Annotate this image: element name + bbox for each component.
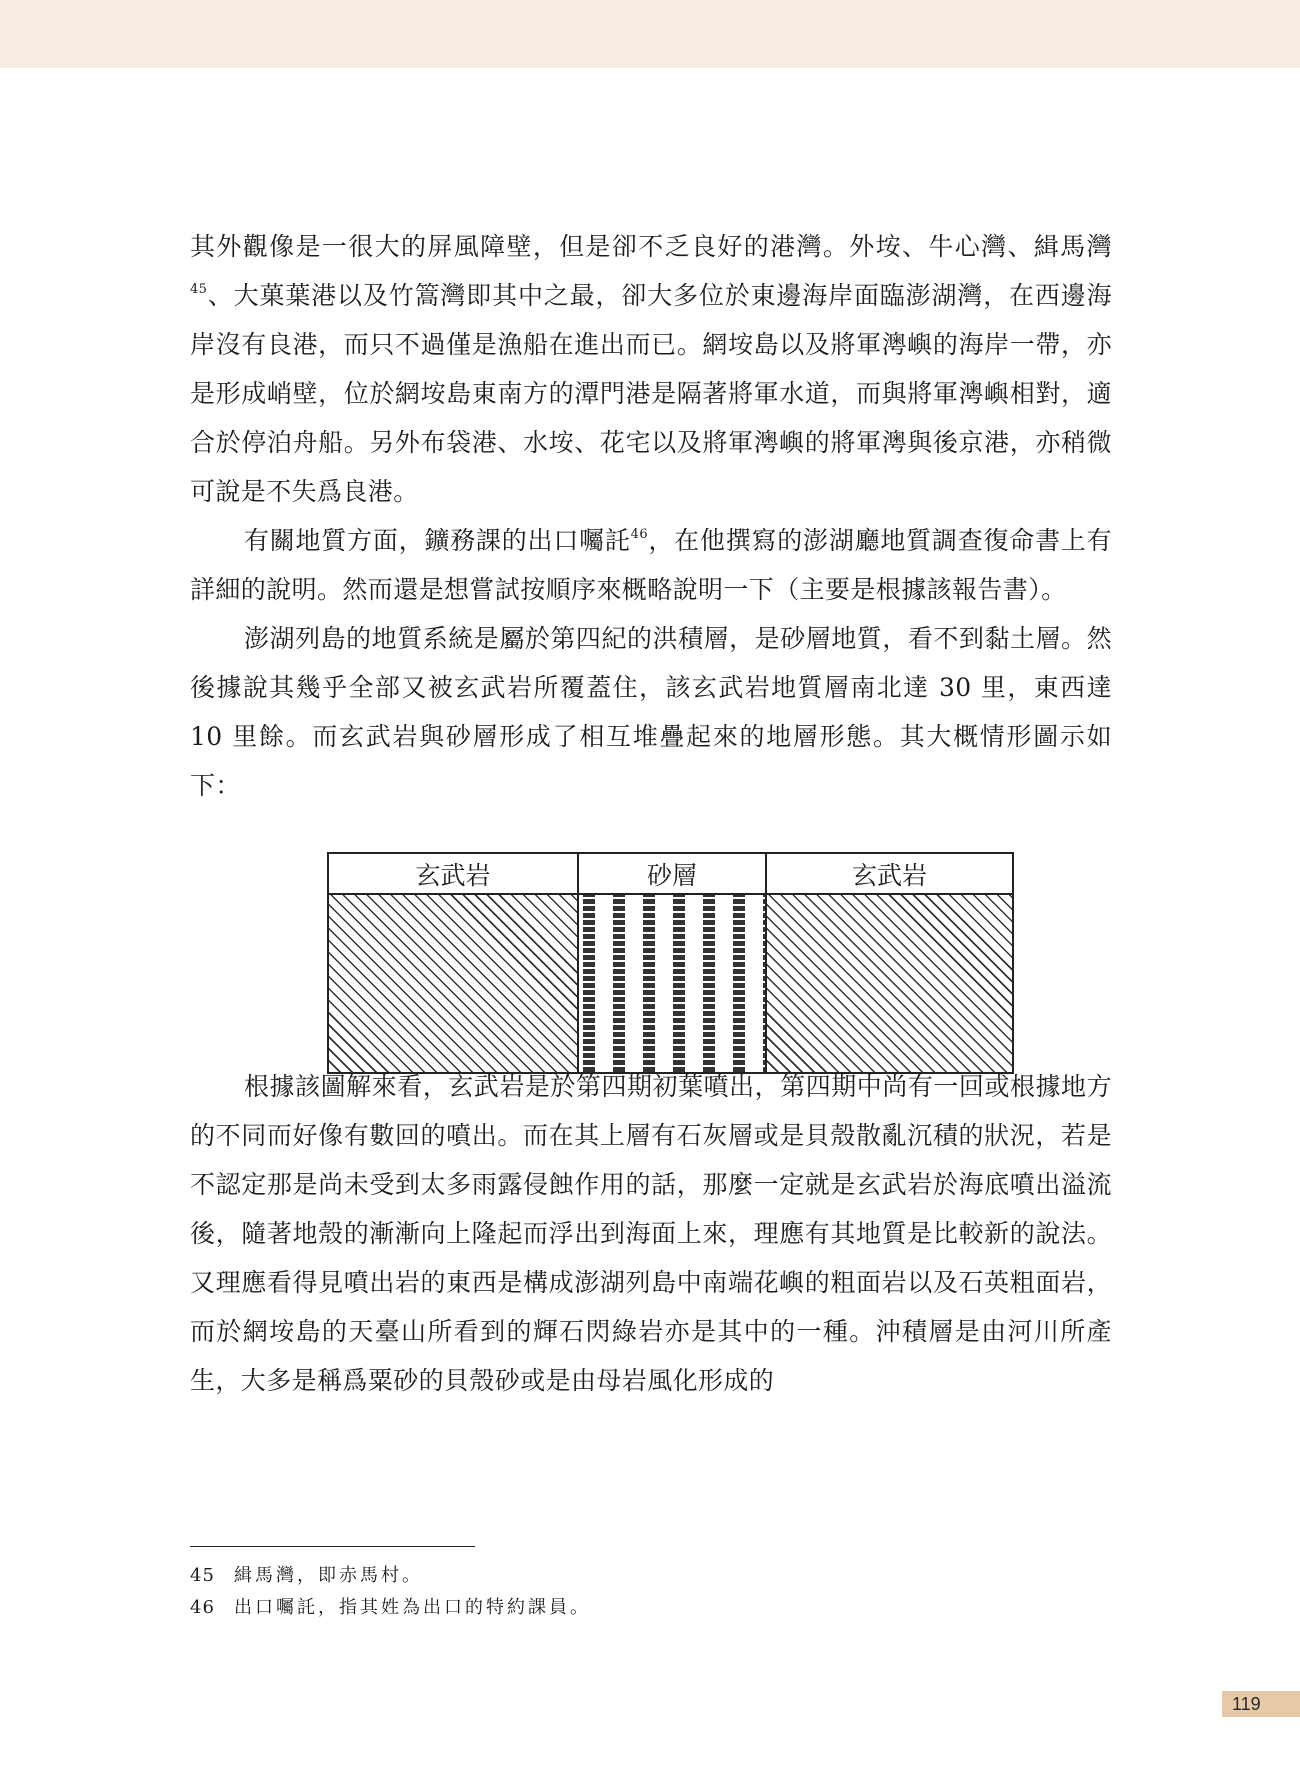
paragraph-text: 根據該圖解來看，玄武岩是於第四期初葉噴出，第四期中尚有一回或根據地方的不同而好像有數回的噴出。而在其上層有石灰層或是貝殼散亂沉積的狀況，若是不認定那是尚未受到太多雨露侵蝕作用的話，那麼一定就是玄武岩於海底噴出溢流後，隨著地殼的漸漸向上隆起而浮出到海面上來，理應有其地質是比較新的說法。又理應看得見噴出岩的東西是構成澎湖列島中南端花嶼的粗面岩以及石英粗面岩，而於網垵島的天臺山所看到的輝石閃綠岩亦是其中的一種。沖積層是由河川所產生，大多是稱爲粟砂的貝殼砂或是由母岩風化形成的 <box>190 1072 1112 1395</box>
footnotes <box>190 1560 591 1624</box>
paragraph-text: 有關地質方面，鑛務課的出口囑託 <box>244 526 631 555</box>
paragraph-text: 、大菓葉港以及竹篙灣即其中之最，卻大多位於東邊海岸面臨澎湖灣，在西邊海岸沒有良港，而只不過僅是漁船在進出而已。網垵島以及將軍澚嶼的海岸一帶，亦是形成峭壁，位於網垵島東南方的潭門港是隔著將軍水道，而與將軍澚嶼相對，適合於停泊舟船。另外布袋港、水垵、花宅以及將軍澚嶼的將軍澚與後京港，亦稍微可說是不失爲良港。 <box>190 281 1112 506</box>
header-band <box>0 0 1300 68</box>
basalt-hatch-left <box>329 895 577 1072</box>
page-number: 119 <box>1232 1693 1261 1714</box>
footnote-text: 緝馬灣，即赤馬村。 <box>234 1565 423 1586</box>
column-label-sand: 砂層 <box>577 854 765 893</box>
footnote-number: 45 <box>190 1565 215 1586</box>
paragraph <box>190 614 1112 810</box>
column-label-basalt-right: 玄武岩 <box>765 854 1012 893</box>
paragraph <box>190 1062 1112 1405</box>
footnote-divider <box>190 1546 475 1547</box>
sand-layer-pattern <box>577 895 765 1072</box>
strata-diagram <box>327 852 1014 1074</box>
strata-diagram-body <box>329 895 1012 1072</box>
footnote <box>190 1560 591 1592</box>
paragraph <box>190 516 1112 614</box>
paragraph-text: ，在他撰寫的澎湖廳地質調查復命書上有詳細的說明。然而還是想嘗試按順序來概略說明一下（主要是根據該報告書）。 <box>190 526 1112 604</box>
column-label-basalt-left: 玄武岩 <box>415 860 491 890</box>
page-number-tab <box>1222 1691 1300 1717</box>
footnote-ref[interactable]: 45 <box>190 282 208 297</box>
strata-diagram-header <box>329 854 1012 895</box>
body-text <box>190 222 1112 1405</box>
footnote-ref[interactable]: 46 <box>630 527 648 542</box>
basalt-hatch-right <box>765 895 1012 1072</box>
footnote-text: 出口囑託，指其姓為出口的特約課員。 <box>234 1597 591 1618</box>
paragraph-text: 澎湖列島的地質系統是屬於第四紀的洪積層，是砂層地質，看不到黏土層。然後據說其幾乎全部又被玄武岩所覆蓋住，該玄武岩地質層南北達 30 里，東西達 10 里餘。而玄武岩與砂層形成了相互堆疊起來的地層形態。其大概情形圖示如下： <box>190 624 1112 800</box>
paragraph <box>190 222 1112 516</box>
paragraph-text: 其外觀像是一很大的屏風障壁，但是卻不乏良好的港灣。外垵、牛心灣、緝馬灣 <box>190 232 1112 261</box>
footnote-number: 46 <box>190 1597 215 1618</box>
footnote <box>190 1592 591 1624</box>
